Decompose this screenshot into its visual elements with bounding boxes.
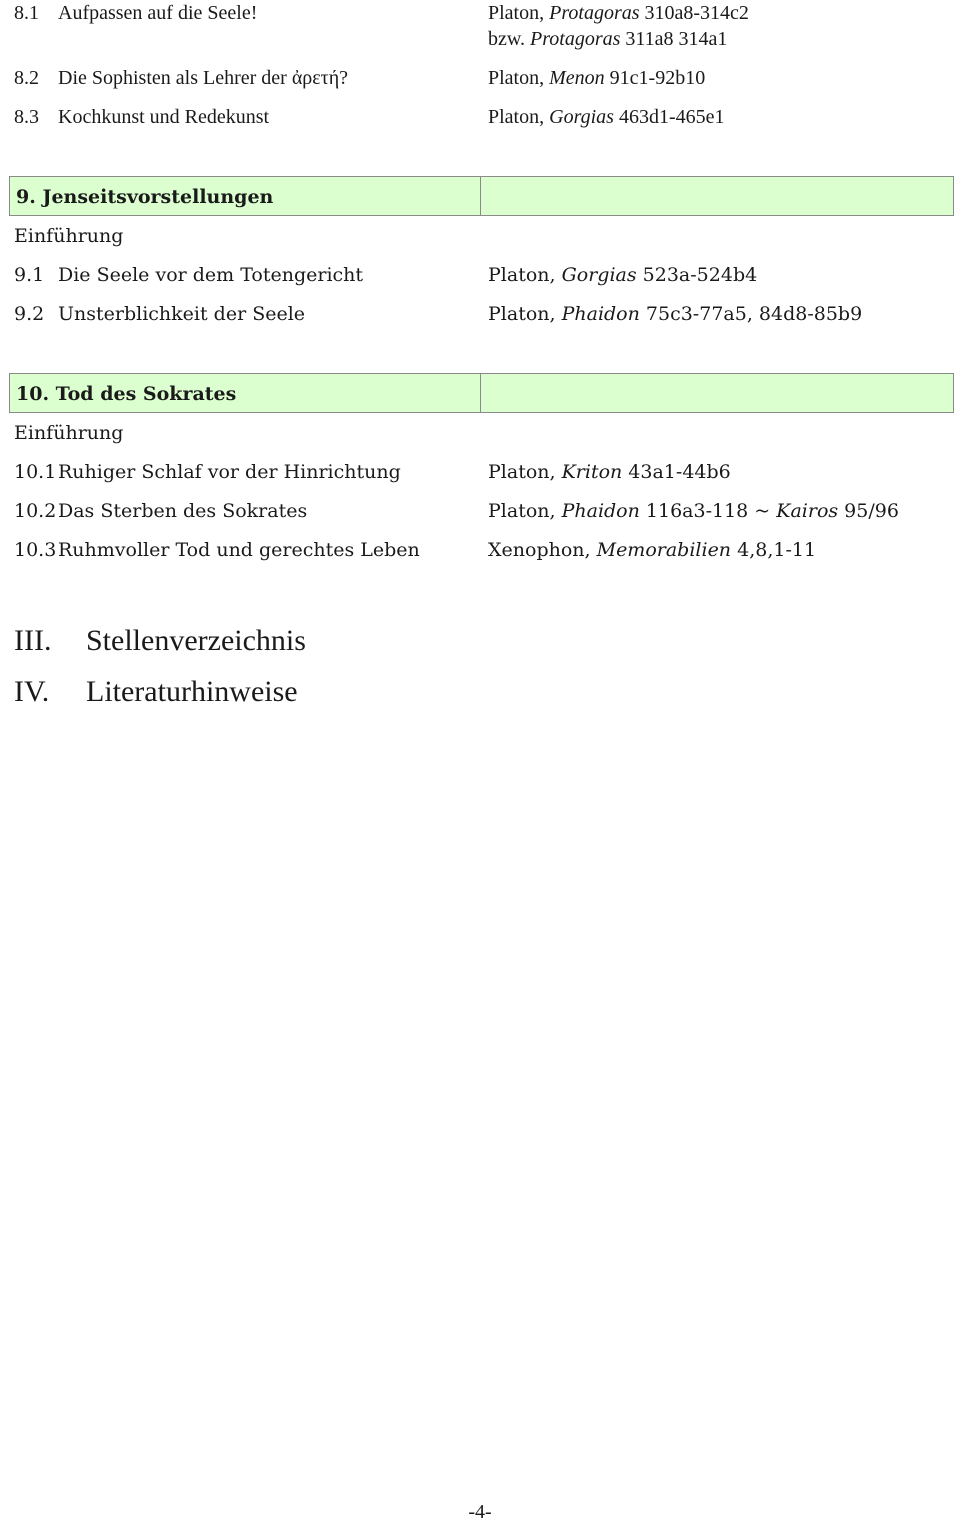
- item-8-2: [0, 65, 960, 91]
- item-reference: Platon, Kriton 43a1-44b6: [488, 461, 731, 483]
- item-9-2: [0, 301, 960, 327]
- appendix-4-title: Literaturhinweise: [86, 675, 298, 708]
- item-number: 9.1: [14, 264, 45, 286]
- item-reference: Platon, Gorgias 463d1-465e1: [488, 106, 725, 128]
- heading-divider: [480, 374, 481, 412]
- item-title: Die Sophisten als Lehrer der ἀρετή?: [58, 67, 349, 89]
- appendix-3-title: Stellenverzeichnis: [86, 624, 306, 657]
- item-number: 9.2: [14, 303, 45, 325]
- item-title: Die Seele vor dem Totengericht: [58, 264, 364, 286]
- item-title: Kochkunst und Redekunst: [58, 106, 270, 128]
- item-8-3: [0, 104, 960, 130]
- section-9-intro: Einführung: [14, 225, 124, 247]
- item-8-1: [0, 0, 960, 26]
- item-number: 10.3: [14, 539, 57, 561]
- item-10-1: [0, 459, 960, 485]
- item-number: 10.2: [14, 500, 57, 522]
- item-reference: bzw. Protagoras 311a8 314a1: [488, 28, 728, 50]
- item-number: 8.1: [14, 2, 39, 24]
- item-9-1: [0, 262, 960, 288]
- item-10-3: [0, 537, 960, 563]
- item-reference: Platon, Menon 91c1-92b10: [488, 67, 706, 89]
- item-10-2: [0, 498, 960, 524]
- item-reference: Xenophon, Memorabilien 4,8,1-11: [488, 539, 817, 561]
- item-number: 8.2: [14, 67, 39, 89]
- item-title: Aufpassen auf die Seele!: [58, 2, 258, 24]
- appendix-4-number: IV.: [14, 675, 50, 708]
- item-title: Ruhiger Schlaf vor der Hinrichtung: [58, 461, 401, 483]
- item-reference: Platon, Protagoras 310a8-314c2: [488, 2, 749, 24]
- item-8-1-alt-reference: [0, 26, 960, 52]
- section-heading-text: 9. Jenseitsvorstellungen: [16, 186, 274, 208]
- item-reference: Platon, Phaidon 116a3-118 ~ Kairos 95/96: [488, 500, 899, 522]
- section-heading-text: 10. Tod des Sokrates: [16, 383, 237, 405]
- item-number: 8.3: [14, 106, 39, 128]
- page-number: -4-: [468, 1501, 492, 1523]
- appendix-3-number: III.: [14, 624, 52, 657]
- item-reference: Platon, Phaidon 75c3-77a5, 84d8-85b9: [488, 303, 863, 325]
- section-heading-10: [9, 373, 954, 413]
- section-10-intro: Einführung: [14, 422, 124, 444]
- heading-divider: [480, 177, 481, 215]
- item-title: Ruhmvoller Tod und gerechtes Leben: [58, 539, 420, 561]
- section-heading-9: [9, 176, 954, 216]
- item-title: Das Sterben des Sokrates: [58, 500, 308, 522]
- item-title: Unsterblichkeit der Seele: [58, 303, 306, 325]
- item-number: 10.1: [14, 461, 57, 483]
- item-reference: Platon, Gorgias 523a-524b4: [488, 264, 758, 286]
